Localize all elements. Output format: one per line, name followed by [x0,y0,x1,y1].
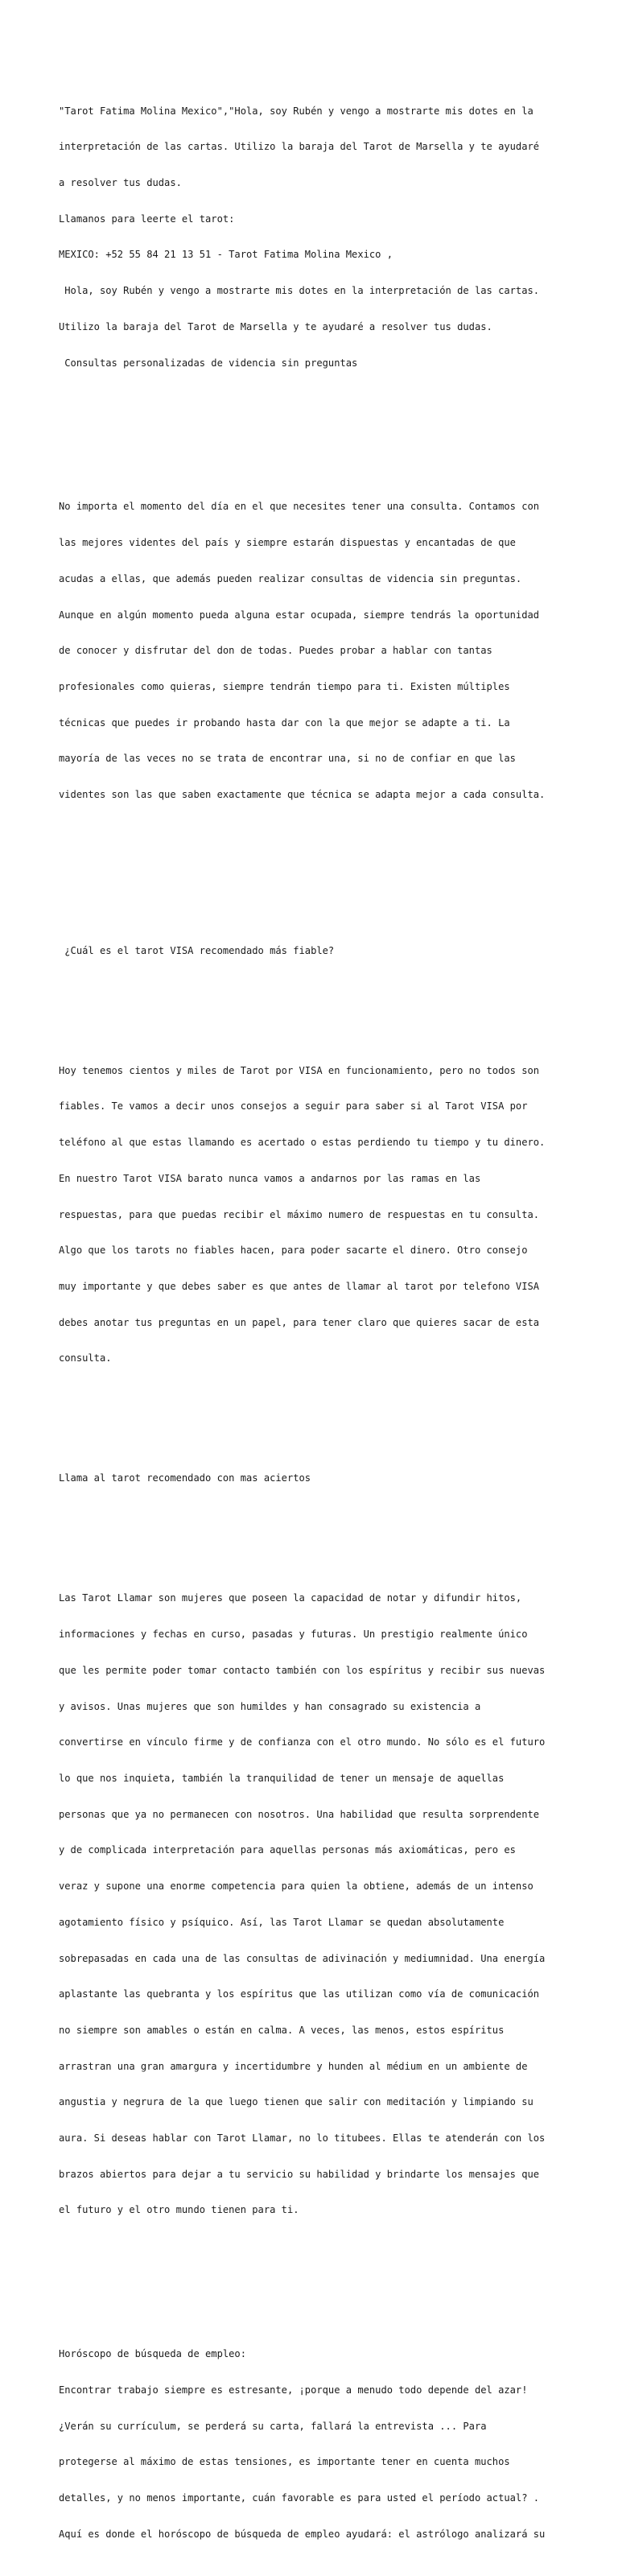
section-heading-visa: ¿Cuál es el tarot VISA recomendado más fiable? [59,944,335,956]
text-line: muy importante y que debes saber es que antes de llamar al tarot por telefono VISA [59,1281,540,1292]
blank-line [59,2277,606,2289]
text-line: mayoría de las veces no se trata de encontrar una, si no de confiar en que las [59,753,516,765]
blank-line [59,993,606,1005]
text-line: consulta. [59,1352,112,1364]
text-line: Encontrar trabajo siempre es estresante, ¡porque a menudo todo depende del azar! [59,2384,528,2396]
text-line: angustia y negrura de la que luego tienen que salir con meditación y limpiando su [59,2096,534,2108]
text-line: Consultas personalizadas de videncia sin preguntas [59,357,358,369]
text-line: protegerse al máximo de estas tensiones, es importante tener en cuenta muchos [59,2456,510,2468]
text-line: No importa el momento del día en el que necesites tener una consulta. Contamos con [59,501,540,513]
phone-line: MEXICO: +52 55 84 21 13 51 - Tarot Fatima Molina Mexico , [59,249,393,261]
text-line: veraz y supone una enorme competencia para quien la obtiene, además de un intenso [59,1880,534,1893]
text-line: Aquí es donde el horóscopo de búsqueda de empleo ayudará: el astrólogo analizará su [59,2528,546,2540]
text-line: Llamanos para leerte el tarot: [59,213,235,225]
text-line: arrastran una gran amargura y incertidumbre y hunden al médium en un ambiente de [59,2060,528,2072]
text-line: técnicas que puedes ir probando hasta dar con la que mejor se adapte a ti. La [59,716,510,729]
blank-line [59,861,606,873]
text-line: personas que ya no permanecen con nosotros. Una habilidad que resulta sorprendente [59,1808,540,1820]
text-line: a resolver tus dudas. [59,177,182,189]
text-line: brazos abiertos para dejar a tu servicio su habilidad y brindarte los mensajes que [59,2168,540,2180]
text-line: "Tarot Fatima Molina Mexico","Hola, soy Rubén y vengo a mostrarte mis dotes en la [59,105,534,117]
text-line: el futuro y el otro mundo tienen para ti. [59,2204,299,2216]
text-line: y avisos. Unas mujeres que son humildes y han consagrado su existencia a [59,1700,481,1712]
text-line: de conocer y disfrutar del don de todas. Puedes probar a hablar con tantas [59,645,492,657]
text-line: lo que nos inquieta, también la tranquilidad de tener un mensaje de aquellas [59,1772,505,1784]
text-line: debes anotar tus preguntas en un papel, para tener claro que quieres sacar de esta [59,1316,540,1328]
paragraph-tarot-llamar [59,1569,606,2240]
text-line: videntes son las que saben exactamente que técnica se adapta mejor a cada consulta. [59,789,546,801]
text-line: teléfono al que estas llamando es acertado o estas perdiendo tu tiempo y tu dinero. [59,1137,546,1149]
text-line: Hoy tenemos cientos y miles de Tarot por VISA en funcionamiento, pero no todos son [59,1064,540,1076]
blank-line [59,897,606,909]
text-line: Utilizo la baraja del Tarot de Marsella y te ayudaré a resolver tus dudas. [59,320,492,332]
blank-line [59,1425,606,1437]
text-line: aplastante las quebranta y los espíritus que las utilizan como vía de comunicación [59,1988,540,2000]
document-page [59,57,606,2576]
text-line: En nuestro Tarot VISA barato nunca vamos a andarnos por las ramas en las [59,1172,481,1184]
text-line: que les permite poder tomar contacto también con los espíritus y recibir sus nuevas [59,1664,546,1676]
text-line: respuestas, para que puedas recibir el máximo numero de respuestas en tu consulta. [59,1208,540,1220]
text-line: Hola, soy Rubén y vengo a mostrarte mis dotes en la interpretación de las cartas. [59,285,540,297]
text-line: ¿Verán su currículum, se perderá su carta, fallará la entrevista ... Para [59,2420,487,2432]
blank-line [59,1521,606,1533]
text-line: acudas a ellas, que además pueden realizar consultas de videncia sin preguntas. [59,572,522,584]
paragraph-visa [59,1041,606,1389]
text-line: aura. Si deseas hablar con Tarot Llamar, no lo titubees. Ellas te atenderán con los [59,2132,546,2145]
section-heading-horoscopo: Horóscopo de búsqueda de empleo: [59,2348,246,2360]
section-heading-llama: Llama al tarot recomendado con mas aciertos [59,1472,311,1484]
text-line: Aunque en algún momento pueda alguna estar ocupada, siempre tendrás la oportunidad [59,609,540,621]
text-line: Las Tarot Llamar son mujeres que poseen la capacidad de notar y difundir hitos, [59,1592,522,1604]
text-line: interpretación de las cartas. Utilizo la baraja del Tarot de Marsella y te ayudaré [59,141,540,153]
text-line: Algo que los tarots no fiables hacen, para poder sacarte el dinero. Otro consejo [59,1245,528,1257]
text-line: convertirse en vínculo firme y de confianza con el otro mundo. No sólo es el futuro [59,1736,546,1748]
text-line: profesionales como quieras, siempre tendrán tiempo para ti. Existen múltiples [59,680,510,692]
text-line: informaciones y fechas en curso, pasadas y futuras. Un prestigio realmente único [59,1629,528,1641]
text-line: y de complicada interpretación para aquellas personas más axiomáticas, pero es [59,1844,516,1856]
paragraph-consultas [59,477,606,825]
paragraph-horoscopo [59,2324,606,2564]
text-line: detalles, y no menos importante, cuán favorable es para usted el período actual? . [59,2492,540,2504]
intro-block [59,81,606,393]
text-line: sobrepasadas en cada una de las consultas de adivinación y mediumnidad. Una energía [59,1952,546,1964]
blank-line [59,429,606,441]
text-line: no siempre son amables o están en calma. A veces, las menos, estos espíritus [59,2024,505,2036]
text-line: las mejores videntes del país y siempre estarán dispuestas y encantadas de que [59,537,516,549]
text-line: agotamiento físico y psíquico. Así, las Tarot Llamar se quedan absolutamente [59,1916,505,1928]
text-line: fiables. Te vamos a decir unos consejos a seguir para saber si al Tarot VISA por [59,1100,528,1113]
